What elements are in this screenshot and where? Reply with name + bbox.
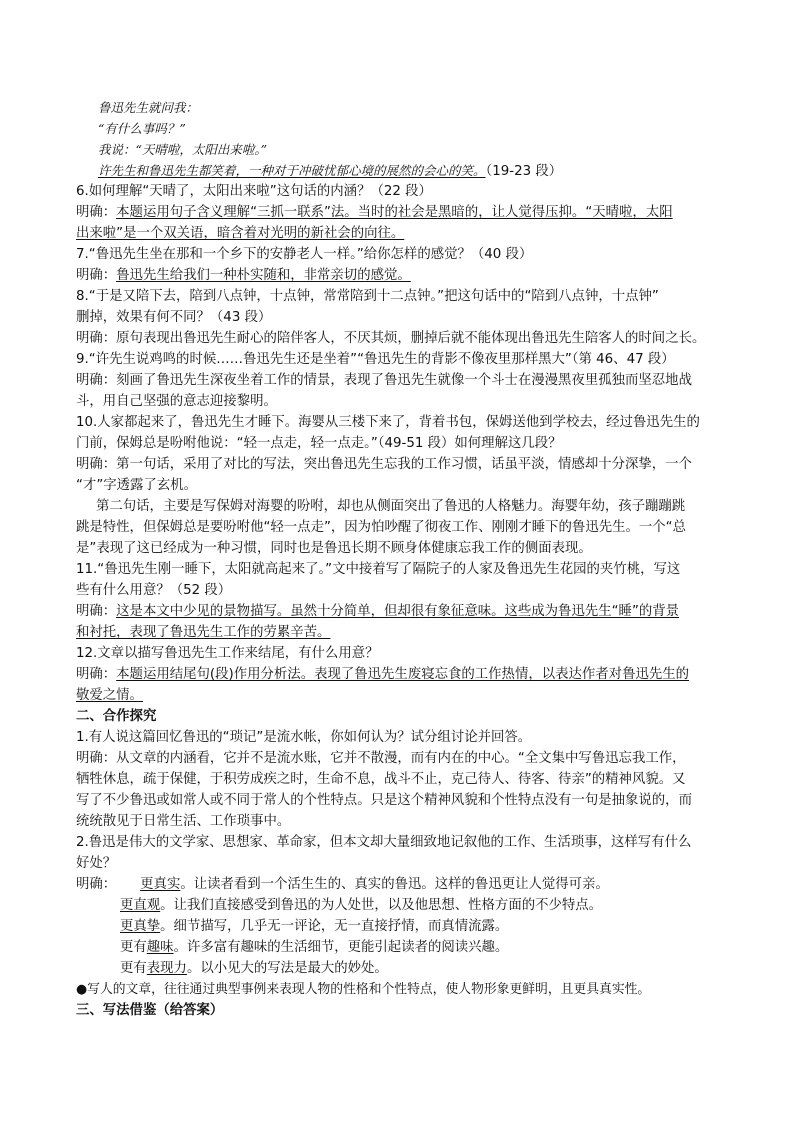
question-10-cont: 门前，保姆总是吩咐他说：“轻一点走，轻一点走。”（49-51 段）如何理解这几段？ xyxy=(76,436,562,451)
answer-12 xyxy=(76,664,689,685)
discussion-answer-1-cont: 统统散见于日常生活、工作琐事中。 xyxy=(76,814,291,829)
answer-11-cont: 和衬托，表现了鲁迅先生工作的劳累辛苦。 xyxy=(76,625,331,640)
discussion-answer-2 xyxy=(76,874,609,895)
point-text: 。以小见大的写法是最大的妙处。 xyxy=(186,961,388,976)
discussion-answer-2-point xyxy=(76,958,388,979)
answer-text: 这是本文中少见的景物描写。虽然十分简单，但却很有象征意味。这些成为鲁迅先生“睡”的背景 xyxy=(116,604,680,619)
answer-text: 本题运用结尾句(段)作用分析法。表现了鲁迅先生废寝忘食的工作热情，以表达作者对鲁迅先生的 xyxy=(116,667,690,682)
question-6: 6.如何理解“天晴了，太阳出来啦”这句话的内涵？（22 段） xyxy=(76,184,432,199)
section-heading: 二、合作探究 xyxy=(76,709,157,724)
quote-line: 我说：“天晴啦，太阳出来啦。” xyxy=(98,142,268,157)
discussion-question-1: 1.有人说这篇回忆鲁迅的“琐记”是流水帐，你如何认为？试分组讨论并回答。 xyxy=(76,730,532,745)
point-key: 更真实 xyxy=(140,877,181,892)
quote-line: “有什么事吗？” xyxy=(98,121,186,136)
discussion-question-2-cont: 好处？ xyxy=(76,856,117,871)
point-text: 。细节描写，几乎无一评论，无一直接抒情，而真情流露。 xyxy=(160,919,509,934)
answer-text: 鲁迅先生给我们一种朴实随和，非常亲切的感觉。 xyxy=(116,268,411,283)
answer-label: 明确： xyxy=(76,373,117,388)
answer-label: 明确： xyxy=(76,667,117,682)
answer-11 xyxy=(76,601,679,622)
answer-6-cont: 出来啦”是一个双关语，暗含着对光明的新社会的向往。 xyxy=(76,226,405,241)
answer-8 xyxy=(76,328,705,349)
answer-label: 明确： xyxy=(76,331,117,346)
point-text: 。许多富有趣味的生活细节，更能引起读者的阅读兴趣。 xyxy=(173,940,509,955)
question-11: 11.“鲁迅先生刚一睡下，太阳就高起来了。”文中接着写了隔院子的人家及鲁迅先生花园的夹竹桃，写这 xyxy=(76,562,681,577)
answer-6 xyxy=(76,202,673,223)
answer-text: 本题运用句子含义理解“三抓一联系”法。当时的社会是黑暗的，让人觉得压抑。“天晴啦，太阳 xyxy=(116,205,673,220)
answer-10-cont: “才”字透露了玄机。 xyxy=(76,478,197,493)
question-9: 9.“许先生说鸡鸣的时候……鲁迅先生还是坐着”“鲁迅先生的背影不像夜里那样黑大”（第 46、47 段） xyxy=(76,352,675,367)
quote-line: 鲁迅先生就问我： xyxy=(98,100,199,115)
point-prefix: 更有 xyxy=(120,940,147,955)
discussion-answer-2-point xyxy=(76,937,508,958)
discussion-answer-1-cont: 写了不少鲁迅或如常人或不同于常人的个性特点。只是这个精神风貌和个性特点没有一句是抽象说的，而 xyxy=(76,793,692,808)
answer-10 xyxy=(76,454,692,475)
answer-9-cont: 斗，用自己坚强的意志迎接黎明。 xyxy=(76,394,277,409)
point-key: 更真挚 xyxy=(120,919,161,934)
discussion-answer-1-cont: 牺牲休息，疏于保健，于积劳成疾之时，生命不息，战斗不止，克己待人、待客、待亲”的精神风貌。又 xyxy=(76,772,686,787)
discussion-question-2: 2.鲁迅是伟大的文学家、思想家、革命家，但本文却大量细致地记叙他的工作、生活琐事，这样写有什么 xyxy=(76,835,692,850)
discussion-answer-2-point xyxy=(76,916,508,937)
question-10: 10.人家都起来了，鲁迅先生才睡下。海婴从三楼下来了，背着书包，保姆送他到学校去，经过鲁迅先生的 xyxy=(76,415,700,430)
answer-9 xyxy=(76,370,692,391)
answer-text: 从文章的内涵看，它并不是流水账，它并不散漫，而有内在的中心。“全文集中写鲁迅忘我工作， xyxy=(116,751,686,766)
quote-line xyxy=(98,160,562,182)
answer-label: 明确： xyxy=(76,268,117,283)
question-11-cont: 些有什么用意？（52 段） xyxy=(76,583,232,598)
answer-label: 明确： xyxy=(76,457,117,472)
answer-10-cont: 是”表现了这已经成为一种习惯，同时也是鲁迅长期不顾身体健康忘我工作的侧面表现。 xyxy=(76,541,592,556)
question-8-cont: 删掉，效果有何不同？（43 段） xyxy=(76,310,272,325)
question-12: 12.文章以描写鲁迅先生工作来结尾，有什么用意？ xyxy=(76,646,379,661)
answer-label: 明确： xyxy=(76,604,117,619)
point-key: 更直观 xyxy=(120,898,161,913)
question-7: 7.“鲁迅先生坐在那和一个乡下的安静老人一样。”给你怎样的感觉？（40 段） xyxy=(76,247,533,262)
answer-text: 刻画了鲁迅先生深夜坐着工作的情景，表现了鲁迅先生就像一个斗士在漫漫黑夜里孤独而坚忍地战 xyxy=(116,373,692,388)
point-prefix: 更有 xyxy=(120,961,147,976)
answer-label: 明确： xyxy=(76,877,117,892)
point-key: 趣味 xyxy=(146,940,174,955)
point-text: 。让我们直接感受到鲁迅的为人处世，以及他思想、性格方面的不少特点。 xyxy=(160,898,603,913)
quote-text: 许先生和鲁迅先生都笑着，一种对于冲破忧郁心境的展然的会心的笑。 xyxy=(98,163,486,178)
discussion-answer-2-point xyxy=(76,895,602,916)
answer-10-cont: 跳是特性，但保姆总是要吩咐他“轻一点走”，因为怕吵醒了彻夜工作、刚刚才睡下的鲁迅先生。一个“总 xyxy=(76,520,686,535)
section-heading: 三、写法借鉴（给答案） xyxy=(76,1003,224,1018)
paragraph-ref: （19-23 段） xyxy=(485,164,563,179)
summary-note: ●写人的文章，往往通过典型事例来表现人物的性格和个性特点，使人物形象更鲜明，且更具真实性。 xyxy=(76,982,651,997)
answer-10-para2: 第二句话，主要是写保姆对海婴的吩咐，却也从侧面突出了鲁迅的人格魅力。海婴年幼，孩子蹦蹦跳 xyxy=(96,499,686,514)
question-8: 8.“于是又陪下去，陪到八点钟，十点钟，常常陪到十二点钟。”把这句话中的“陪到八点钟，十点钟” xyxy=(76,289,659,304)
answer-12-cont: 敬爱之情。 xyxy=(76,688,143,703)
answer-text: 原句表现出鲁迅先生耐心的陪伴客人，不厌其烦，删掉后就不能体现出鲁迅先生陪客人的时间之长。 xyxy=(116,331,706,346)
answer-label: 明确： xyxy=(76,751,117,766)
point-key: 表现力 xyxy=(146,961,187,976)
answer-label: 明确： xyxy=(76,205,117,220)
discussion-answer-1 xyxy=(76,748,686,769)
answer-text: 第一句话，采用了对比的写法，突出鲁迅先生忘我的工作习惯，话虽平淡，情感却十分深挚，一个 xyxy=(116,457,692,472)
point-text: 。让读者看到一个活生生的、真实的鲁迅。这样的鲁迅更让人觉得可亲。 xyxy=(180,877,609,892)
answer-7 xyxy=(76,265,411,286)
